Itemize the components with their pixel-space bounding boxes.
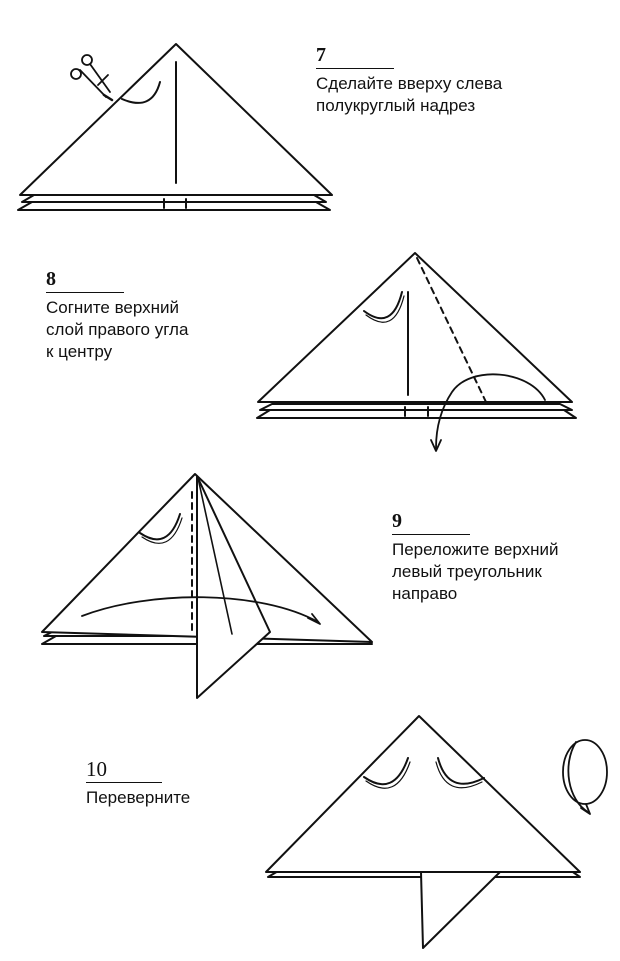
step-7-figure	[18, 44, 332, 210]
step-instruction	[46, 297, 188, 363]
instruction-line: Переверните	[86, 788, 191, 807]
step-divider	[86, 782, 162, 783]
step-8-bottom-layer	[257, 410, 576, 418]
step-8-triangle	[258, 253, 572, 402]
step-number: 8	[46, 268, 56, 290]
step-8-middle-layer	[260, 404, 572, 410]
step-8-label	[46, 268, 188, 363]
flip-over-icon	[563, 740, 607, 814]
step-divider	[46, 292, 124, 293]
step-number: 7	[316, 44, 326, 66]
step-divider	[392, 534, 470, 535]
step-number: 10	[86, 757, 107, 781]
instruction-line: слой правого угла	[46, 320, 189, 339]
step-instruction	[392, 539, 558, 605]
step-10-front-flap	[421, 872, 500, 948]
instruction-line: к центру	[46, 342, 113, 361]
step-divider	[316, 68, 394, 69]
scissors-icon	[71, 55, 112, 100]
step-10-label	[86, 758, 190, 809]
step-7-middle-layer	[22, 195, 326, 202]
step-number: 9	[392, 510, 402, 532]
step-10-figure	[266, 716, 607, 948]
step-10-triangle	[266, 716, 580, 872]
step-8-figure	[257, 253, 576, 451]
instruction-line: Переложите верхний	[392, 540, 559, 559]
step-9-label	[392, 510, 558, 605]
instruction-line: Согните верхний	[46, 298, 180, 317]
step-instruction	[316, 73, 502, 117]
step-7-bottom-layer	[18, 202, 330, 210]
instruction-line: Сделайте вверху слева	[316, 74, 503, 93]
step-7-label	[316, 44, 502, 117]
step-instruction	[86, 787, 190, 809]
instruction-line: направо	[392, 584, 458, 603]
instruction-line: полукруглый надрез	[316, 96, 476, 115]
instruction-line: левый треугольник	[392, 562, 542, 581]
step-9-figure	[42, 474, 372, 698]
